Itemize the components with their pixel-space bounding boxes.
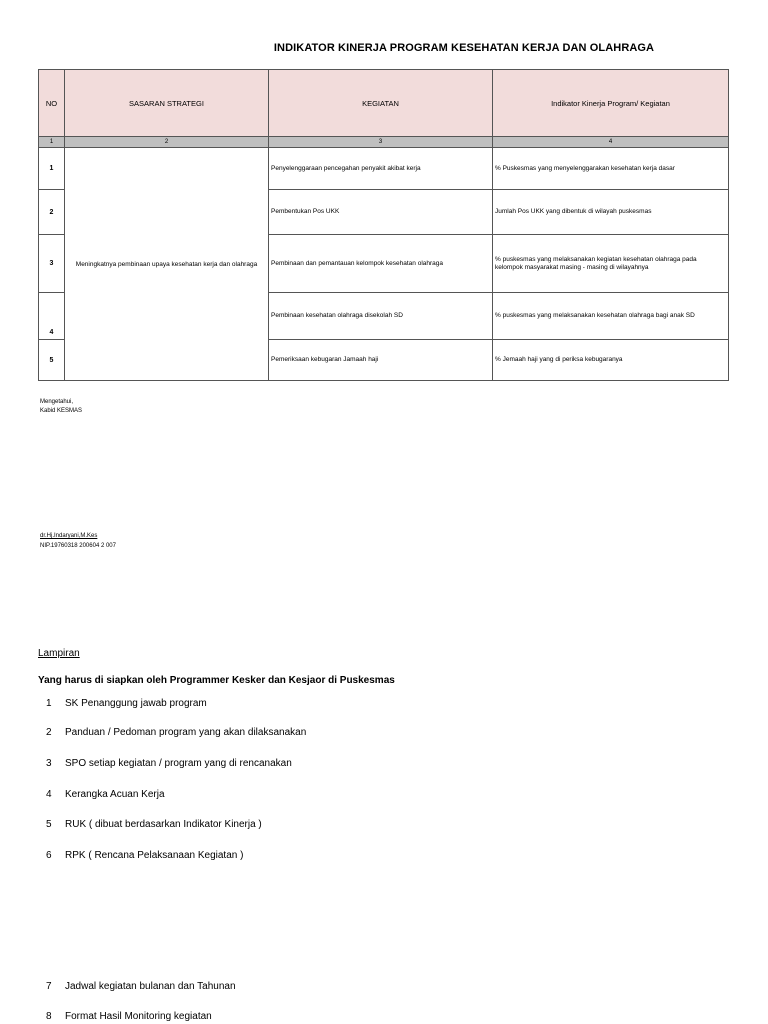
list-item: [46, 789, 165, 800]
row-no: 5: [39, 340, 65, 381]
header-sasaran: SASARAN STRATEGI: [65, 70, 269, 137]
indikator-cell: % Jemaah haji yang di periksa kebugaranya: [493, 340, 729, 381]
list-text: Jadwal kegiatan bulanan dan Tahunan: [65, 981, 236, 992]
list-number: 6: [46, 850, 52, 861]
list-item: [46, 850, 243, 861]
row-no: 3: [39, 235, 65, 293]
kegiatan-cell: Pemeriksaan kebugaran Jamaah haji: [269, 340, 493, 381]
table-row: [39, 148, 729, 190]
signature-name: dr.Hj.Indaryani,M.Kes: [40, 533, 98, 539]
indicator-table: [38, 69, 729, 381]
list-number: 1: [46, 698, 52, 709]
header-kegiatan: KEGIATAN: [269, 70, 493, 137]
col-number: 2: [65, 137, 269, 148]
column-number-row: [39, 137, 729, 148]
kegiatan-cell: Penyelenggaraan pencegahan penyakit akibat kerja: [269, 148, 493, 190]
signature-label: Mengetahui,: [40, 399, 74, 405]
kegiatan-cell: Pembentukan Pos UKK: [269, 190, 493, 235]
indikator-cell: % puskesmas yang melaksanakan kegiatan kesehatan olahraga pada kelompok masyarakat masing - masing di wilayahnya: [493, 235, 729, 293]
indikator-cell: % puskesmas yang melaksanakan kesehatan olahraga bagi anak SD: [493, 293, 729, 340]
header-no: NO: [39, 70, 65, 137]
signature-position: Kabid KESMAS: [40, 408, 83, 414]
list-item: [46, 1011, 212, 1022]
list-text: RUK ( dibuat berdasarkan Indikator Kinerja ): [65, 819, 262, 830]
list-number: 5: [46, 819, 52, 830]
attachment-title: Lampiran: [38, 648, 80, 659]
indikator-cell: Jumlah Pos UKK yang dibentuk di wilayah puskesmas: [493, 190, 729, 235]
list-number: 3: [46, 758, 52, 769]
col-number: 3: [269, 137, 493, 148]
list-text: Panduan / Pedoman program yang akan dilaksanakan: [65, 727, 307, 738]
row-no: 1: [39, 148, 65, 190]
list-item: [46, 819, 262, 830]
list-text: SPO setiap kegiatan / program yang di rencanakan: [65, 758, 292, 769]
list-item: [46, 698, 207, 709]
list-text: SK Penanggung jawab program: [65, 698, 207, 709]
list-text: Format Hasil Monitoring kegiatan: [65, 1011, 212, 1022]
list-text: RPK ( Rencana Pelaksanaan Kegiatan ): [65, 850, 244, 861]
kegiatan-cell: Pembinaan kesehatan olahraga disekolah SD: [269, 293, 493, 340]
signature-nip: NIP.19760318 200604 2 007: [40, 543, 116, 549]
list-item: [46, 758, 292, 769]
indikator-cell: % Puskesmas yang menyelenggarakan kesehatan kerja dasar: [493, 148, 729, 190]
header-indikator: Indikator Kinerja Program/ Kegiatan: [493, 70, 729, 137]
row-no: 4: [39, 293, 65, 340]
list-number: 7: [46, 981, 52, 992]
list-text: Kerangka Acuan Kerja: [65, 789, 165, 800]
table-header-row: [39, 70, 729, 137]
kegiatan-cell: Pembinaan dan pemantauan kelompok kesehatan olahraga: [269, 235, 493, 293]
document-title: INDIKATOR KINERJA PROGRAM KESEHATAN KERJA DAN OLAHRAGA: [273, 42, 655, 54]
row-no: 2: [39, 190, 65, 235]
list-number: 8: [46, 1011, 52, 1022]
col-number: 1: [39, 137, 65, 148]
attachment-subtitle: Yang harus di siapkan oleh Programmer Kesker dan Kesjaor di Puskesmas: [38, 675, 395, 686]
list-number: 2: [46, 727, 52, 738]
list-item: [46, 727, 306, 738]
sasaran-strategi-cell: Meningkatnya pembinaan upaya kesehatan kerja dan olahraga: [65, 148, 269, 381]
list-number: 4: [46, 789, 52, 800]
col-number: 4: [493, 137, 729, 148]
list-item: [46, 981, 236, 992]
